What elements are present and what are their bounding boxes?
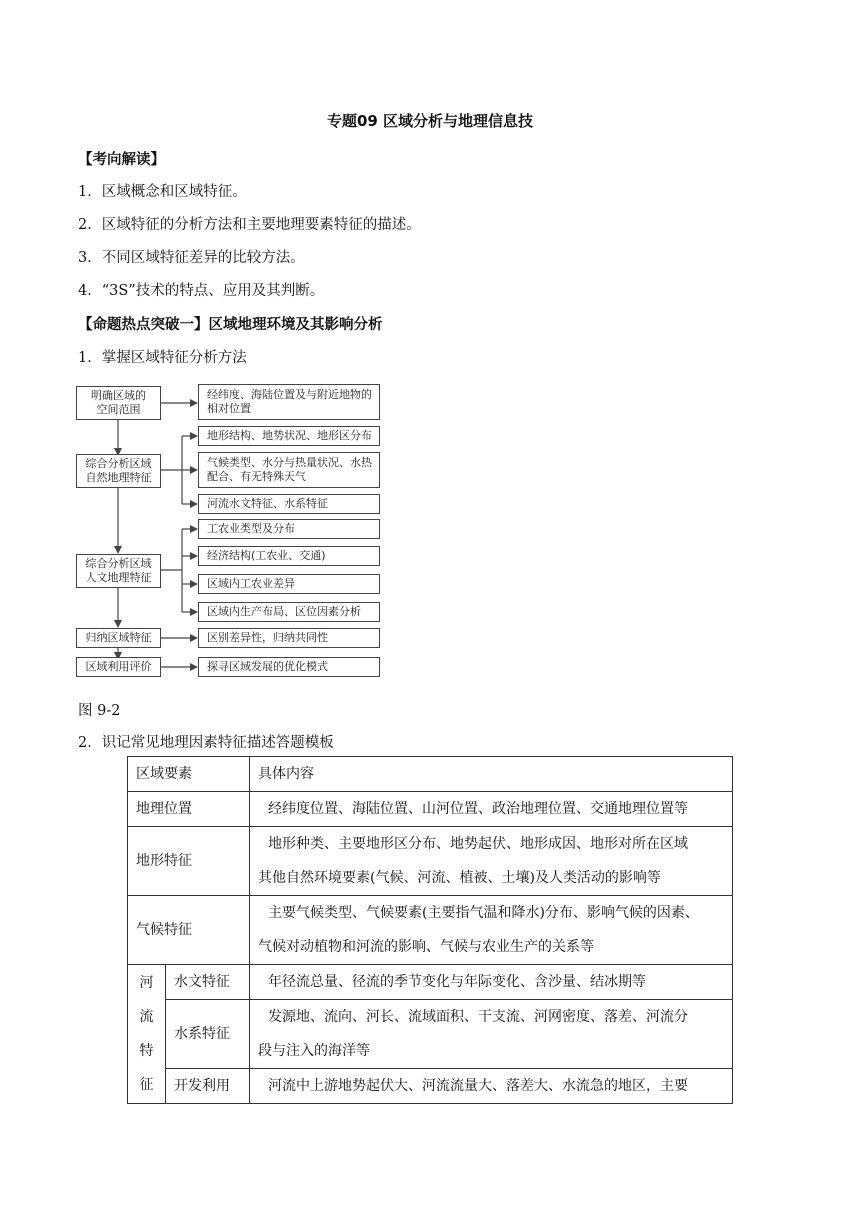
region-analysis-flowchart [74, 378, 384, 683]
table-row [128, 827, 733, 896]
table-row [128, 896, 733, 965]
table-cell-label: 水文特征 [166, 965, 250, 1000]
flow-detail-climate: 气候类型、水分与热量状况、水热 配合、有无特殊天气 [198, 452, 380, 488]
flow-step-evaluate: 区域利用评价 [76, 657, 161, 677]
content-line: 段与注入的海洋等 [258, 1043, 370, 1059]
flow-detail-economy: 经济结构(工农业、交通) [198, 546, 380, 566]
table-cell-river-label [128, 965, 166, 1104]
content-line: 气候对动植物和河流的影响、气候与农业生产的关系等 [258, 939, 594, 955]
table-cell-label: 地形特征 [128, 827, 250, 896]
table-row [128, 965, 733, 1000]
table-cell-label: 水系特征 [166, 1000, 250, 1069]
flow-step-human-features: 综合分析区域 人文地理特征 [76, 554, 161, 588]
flow-detail-optimize: 探寻区域发展的优化模式 [198, 657, 380, 677]
flow-step-summarize: 归纳区域特征 [76, 628, 161, 648]
table-cell-label: 地理位置 [128, 792, 250, 827]
flow-detail-river: 河流水文特征、水系特征 [198, 494, 380, 514]
list-item: 1．区域概念和区域特征。 [78, 184, 247, 200]
list-item: 4．“3S”技术的特点、应用及其判断。 [78, 283, 325, 299]
flow-step-natural-features: 综合分析区域 自然地理特征 [76, 454, 161, 488]
table-cell-content: 河流中上游地势起伏大、河流流量大、落差大、水流急的地区，主要 [250, 1069, 733, 1104]
flow-detail-industry-types: 工农业类型及分布 [198, 519, 380, 539]
flow-detail-differences: 区域内工农业差异 [198, 574, 380, 594]
table-cell-content [250, 1000, 733, 1069]
flow-step-define-range: 明确区域的 空间范围 [76, 386, 161, 420]
flow-detail-terrain: 地形结构、地势状况、地形区分布 [198, 426, 380, 446]
table-row [128, 1069, 733, 1104]
table-cell-content [250, 896, 733, 965]
content-line: 主要气候类型、气候要素(主要指气温和降水)分布、影响气候的因素、 [268, 905, 699, 921]
table-row [128, 1000, 733, 1069]
flow-detail-summarize: 区别差异性，归纳共同性 [198, 628, 380, 648]
answer-template-table [127, 756, 733, 1104]
figure-caption: 图 9-2 [78, 703, 121, 719]
table-header-cell: 具体内容 [250, 757, 733, 792]
river-label-char: 征 [139, 1077, 154, 1093]
table-cell-label: 气候特征 [128, 896, 250, 965]
section-heading-hotspot: 【命题热点突破一】区域地理环境及其影响分析 [78, 317, 383, 333]
step-one-text: 1．掌握区域特征分析方法 [78, 350, 247, 366]
table-header-cell: 区域要素 [128, 757, 250, 792]
river-label-char: 流 [139, 1009, 154, 1025]
table-cell-content: 年径流总量、径流的季节变化与年际变化、含沙量、结冰期等 [250, 965, 733, 1000]
content-line: 发源地、流向、河长、流域面积、干支流、河网密度、落差、河流分 [268, 1009, 688, 1025]
page-title: 专题09 区域分析与地理信息技 [326, 112, 534, 130]
content-line: 地形种类、主要地形区分布、地势起伏、地形成因、地形对所在区域 [268, 836, 688, 852]
table-cell-content: 经纬度位置、海陆位置、山河位置、政治地理位置、交通地理位置等 [250, 792, 733, 827]
river-label-char: 河 [139, 975, 154, 991]
content-line: 其他自然环境要素(气候、河流、植被、土壤)及人类活动的影响等 [258, 870, 661, 886]
flow-detail-location: 经纬度、海陆位置及与附近地物的 相对位置 [198, 384, 380, 420]
flow-detail-layout: 区域内生产布局、区位因素分析 [198, 602, 380, 622]
river-label-char: 特 [139, 1043, 154, 1059]
step-two-text: 2．识记常见地理因素特征描述答题模板 [78, 735, 334, 751]
table-row [128, 792, 733, 827]
table-cell-label: 开发利用 [166, 1069, 250, 1104]
table-header-row [128, 757, 733, 792]
list-item: 2．区域特征的分析方法和主要地理要素特征的描述。 [78, 217, 421, 233]
section-heading-exam-trend: 【考向解读】 [78, 152, 165, 168]
table-cell-content [250, 827, 733, 896]
list-item: 3．不同区域特征差异的比较方法。 [78, 250, 305, 266]
